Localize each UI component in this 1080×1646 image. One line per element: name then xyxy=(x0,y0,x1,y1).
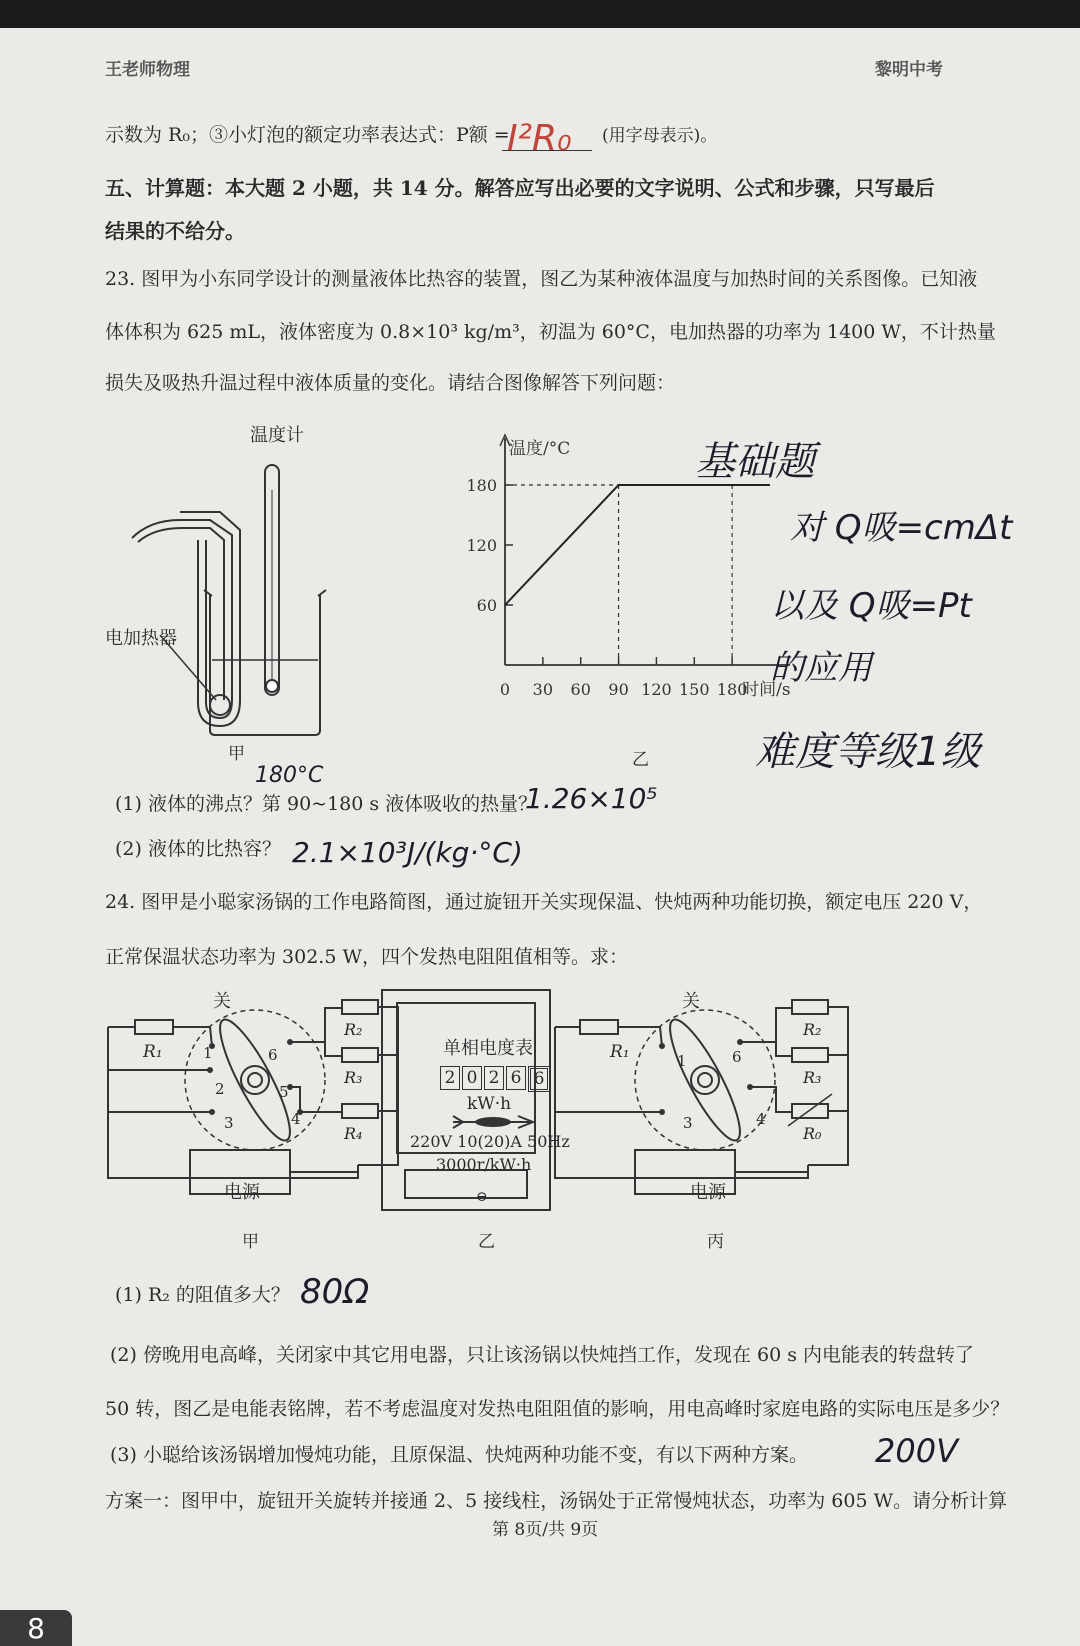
handwritten-heat-answer: 1.26×10⁵ xyxy=(525,782,658,815)
thermometer-label: 温度计 xyxy=(250,425,304,446)
page-footer: 第 8页/共 9页 xyxy=(492,1520,599,1540)
q24-stem-2: 正常保温状态功率为 302.5 W，四个发热电阻阻值相等。求： xyxy=(105,946,629,968)
y-tick-label: 120 xyxy=(466,536,497,555)
terminal-2-jia: 2 xyxy=(215,1080,225,1098)
r1-label-jia: R₁ xyxy=(143,1042,163,1062)
x-tick-label: 90 xyxy=(608,680,629,699)
q24-part2-line2: 50 转，图乙是电能表铭牌，若不考虑温度对发热电阻阻值的影响，用电高峰时家庭电路的实际电压是多少？ xyxy=(105,1398,1010,1420)
y-tick-label: 180 xyxy=(466,476,497,495)
handwritten-note-formula1: 对 Q吸=cmΔt xyxy=(790,508,1013,548)
q24-stem-1: 24. 图甲是小聪家汤锅的工作电路简图，通过旋钮开关实现保温、快炖两种功能切换，额定电压 220 V， xyxy=(105,891,983,913)
x-tick-label: 30 xyxy=(532,680,554,699)
r4-label-jia: R₄ xyxy=(344,1124,363,1143)
q24-part2-line1: (2) 傍晚用电高峰，关闭家中其它用电器，只让该汤锅以快炖挡工作，发现在 60 s 内电能表的转盘转了 xyxy=(110,1344,975,1366)
handwritten-r2-answer: 80Ω xyxy=(300,1272,370,1312)
x-tick-label: 180 xyxy=(716,680,748,699)
caption-bing: 丙 xyxy=(707,1232,724,1252)
r1-label-bing: R₁ xyxy=(610,1042,630,1062)
meter-spec-1: 220V 10(20)A 50Hz xyxy=(410,1132,570,1151)
terminal-3-jia: 3 xyxy=(224,1114,234,1132)
heater-label: 电加热器 xyxy=(105,628,177,649)
apparatus-caption: 甲 xyxy=(228,744,245,764)
q24-part1: (1) R₂ 的阻值多大？ xyxy=(115,1284,290,1306)
line-power-note: (用字母表示)。 xyxy=(602,126,718,146)
handwritten-note-formula2: 以及 Q吸=Pt xyxy=(770,586,972,626)
x-tick-label: 120 xyxy=(641,680,672,699)
r2-label-jia: R₂ xyxy=(344,1020,363,1039)
q23-stem-2: 体体积为 625 mL，液体密度为 0.8×10³ kg/m³，初温为 60°C，电加热器的功率为 1400 W，不计热量 xyxy=(105,321,996,343)
handwritten-voltage-answer: 200V xyxy=(875,1432,958,1470)
meter-title: 单相电度表 xyxy=(443,1038,533,1059)
y-axis-label: 温度/°C xyxy=(509,439,571,459)
y-tick-label: 60 xyxy=(476,596,497,615)
terminal-1-jia: 1 xyxy=(203,1044,213,1062)
header-right: 黎明中考 xyxy=(875,60,943,80)
handwritten-note-difficulty: 难度等级1级 xyxy=(755,729,981,775)
q24-part3: (3) 小聪给该汤锅增加慢炖功能，且原保温、快炖两种功能不变，有以下两种方案。 xyxy=(110,1444,808,1466)
x-tick-label: 150 xyxy=(679,680,710,699)
line-power-expression: 示数为 R₀；③小灯泡的额定功率表达式：P额 = xyxy=(105,124,510,146)
r3-label-jia: R₃ xyxy=(344,1068,363,1087)
caption-jia: 甲 xyxy=(242,1232,259,1252)
handwritten-note-basic: 基础题 xyxy=(695,439,815,485)
meter-digit: 2 xyxy=(440,1066,460,1090)
terminal-3-bing: 3 xyxy=(683,1114,693,1132)
meter-digit: 0 xyxy=(462,1066,482,1090)
q23-stem-3: 损失及吸热升温过程中液体质量的变化。请结合图像解答下列问题： xyxy=(105,372,676,394)
meter-digit: 2 xyxy=(484,1066,504,1090)
x-tick-label: 60 xyxy=(570,680,591,699)
meter-spec-2: 3000r/kW·h xyxy=(436,1155,532,1174)
meter-dial-icon: ⊖ xyxy=(476,1189,488,1205)
handwritten-answer-power: I²R₀ xyxy=(507,118,572,159)
r0-label-bing: R₀ xyxy=(803,1124,822,1143)
apparatus-drawing xyxy=(120,450,340,740)
handwritten-note-application: 的应用 xyxy=(770,648,872,688)
meter-digit-decimal: 6 xyxy=(528,1066,550,1092)
chart-caption: 乙 xyxy=(632,750,649,770)
power-supply-bing: 电源 xyxy=(690,1182,726,1203)
terminal-1-bing: 1 xyxy=(677,1052,687,1070)
header-left: 王老师物理 xyxy=(105,60,190,80)
x-tick-label: 0 xyxy=(499,680,511,699)
plan-one: 方案一：图甲中，旋钮开关旋转并接通 2、5 接线柱，汤锅处于正常慢炖状态，功率为 605 W。请分析计算 xyxy=(105,1490,1008,1512)
q23-stem-1: 23. 图甲为小东同学设计的测量液体比热容的装置，图乙为某种液体温度与加热时间的关系图像。已知液 xyxy=(105,268,978,290)
page-number-badge: 8 xyxy=(0,1610,72,1646)
q23-part1: (1) 液体的沸点？第 90~180 s 液体吸收的热量？ xyxy=(115,793,538,815)
terminal-4-jia: 4 xyxy=(291,1110,301,1128)
r3-label-bing: R₃ xyxy=(803,1068,822,1087)
terminal-6-bing: 6 xyxy=(732,1048,742,1066)
section5-title: 五、计算题：本大题 2 小题，共 14 分。解答应写出必要的文字说明、公式和步骤，只写最后 xyxy=(105,176,935,200)
r2-label-bing: R₂ xyxy=(803,1020,822,1039)
terminal-6-jia: 6 xyxy=(268,1046,278,1064)
terminal-5-jia: 5 xyxy=(279,1083,289,1101)
meter-arrow-icon xyxy=(448,1114,538,1130)
power-supply-jia: 电源 xyxy=(224,1182,260,1203)
switch-label-bing: 关 xyxy=(682,991,700,1012)
handwritten-specific-heat: 2.1×10³J/(kg·°C) xyxy=(292,836,523,869)
meter-digit: 6 xyxy=(506,1066,526,1090)
switch-label-jia: 关 xyxy=(213,991,231,1012)
section5-title-cont: 结果的不给分。 xyxy=(105,219,245,243)
x-axis-label: 时间/s xyxy=(742,680,791,700)
terminal-4-bing: 4 xyxy=(756,1110,766,1128)
temperature-line xyxy=(505,485,770,605)
q23-part2: (2) 液体的比热容？ xyxy=(115,838,281,860)
meter-digits xyxy=(440,1066,550,1092)
handwritten-boiling-point: 180°C xyxy=(255,763,324,788)
meter-unit: kW·h xyxy=(467,1094,512,1114)
caption-yi: 乙 xyxy=(478,1232,495,1252)
